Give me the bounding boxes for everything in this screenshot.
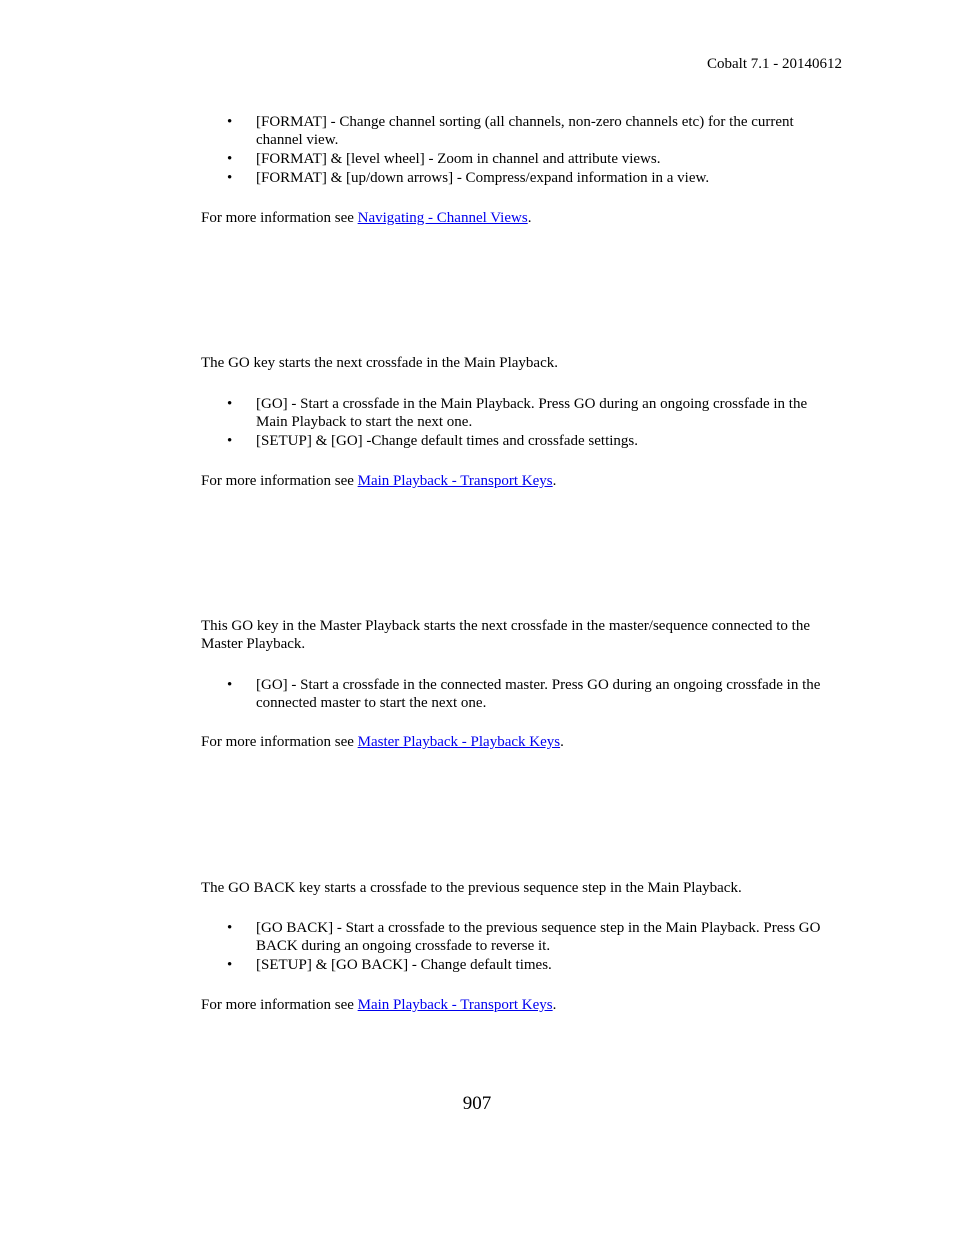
more-info-line: For more information see Main Playback - Transport Keys. [201,473,557,489]
format-key-bullet-list [226,113,841,188]
go-back-key-bullet-list [226,919,841,975]
go-back-key-description: The GO BACK key starts a crossfade to the previous sequence step in the Main Playback. [201,880,742,896]
list-item: • [FORMAT] & [up/down arrows] - Compress/expand information in a view. [227,170,710,186]
list-item: • [FORMAT] & [level wheel] - Zoom in channel and attribute views. [227,151,661,167]
list-item: • [SETUP] & [GO BACK] - Change default times. [227,957,552,973]
more-info-line: For more information see Main Playback - Transport Keys. [201,997,557,1013]
more-info-line: For more information see Master Playback - Playback Keys. [201,734,564,750]
master-go-key-bullet-list [226,676,841,713]
go-key-bullet-list [226,395,841,451]
page-header: Cobalt 7.1 - 20140612 [707,56,842,72]
list-item: • [SETUP] & [GO] -Change default times and crossfade settings. [227,433,638,449]
master-playback-playback-keys-link[interactable]: Master Playback - Playback Keys [357,734,561,750]
list-item: • [GO] - Start a crossfade in the connected master. Press GO during an ongoing crossfade in the connected master to start the next one. [227,677,821,711]
more-info-line: For more information see Navigating - Channel Views. [201,210,532,226]
master-go-key-description: This GO key in the Master Playback starts the next crossfade in the master/sequence connected to the Master Playback. [201,618,810,652]
main-playback-transport-keys-link[interactable]: Main Playback - Transport Keys [357,473,553,489]
go-key-description: The GO key starts the next crossfade in the Main Playback. [201,355,558,371]
list-item: • [GO BACK] - Start a crossfade to the previous sequence step in the Main Playback. Press GO BACK during an ongoing crossfade to reverse it. [227,920,821,954]
page-number: 907 [462,1093,492,1114]
list-item: • [FORMAT] - Change channel sorting (all channels, non-zero channels etc) for the current channel view. [227,114,794,148]
list-item: • [GO] - Start a crossfade in the Main Playback. Press GO during an ongoing crossfade in the Main Playback to start the next one. [227,396,808,430]
navigating-channel-views-link[interactable]: Navigating - Channel Views [357,210,528,226]
main-playback-transport-keys-link[interactable]: Main Playback - Transport Keys [357,997,553,1013]
